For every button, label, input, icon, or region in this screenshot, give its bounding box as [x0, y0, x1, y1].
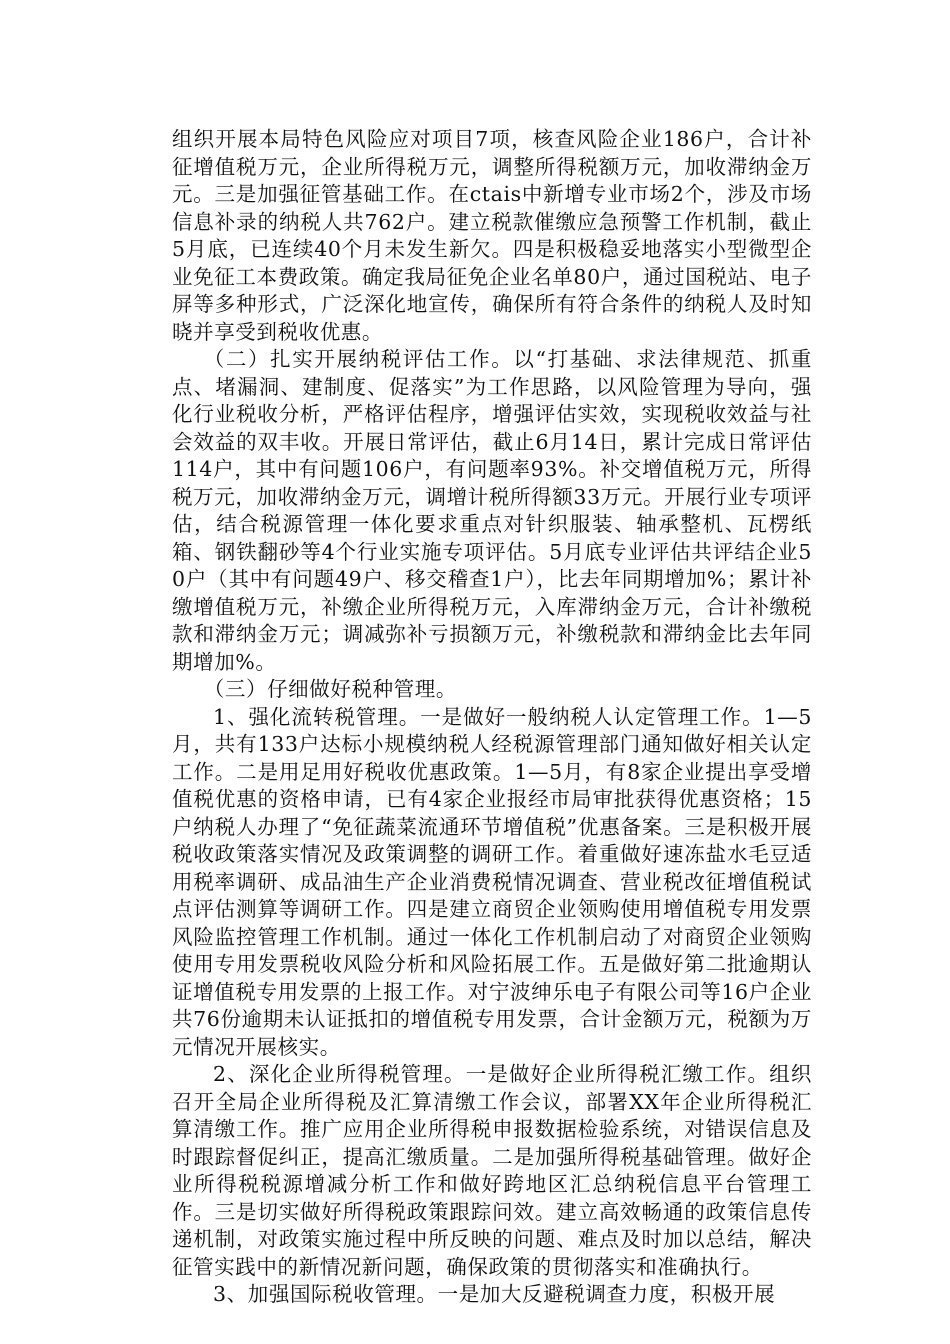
paragraph-corporate-income-tax: 2、深化企业所得税管理。一是做好企业所得税汇缴工作。组织召开全局企业所得税及汇算清缴工作会议，部署XX年企业所得税汇算清缴工作。推广应用企业所得税申报数据检验系统，对错误信息及时跟踪督促纠正，提高汇缴质量。二是加强所得税基础管理。做好企业所得税税源增减分析工作和做好跨地区汇总纳税信息平台管理工作。三是切实做好所得税政策跟踪问效。建立高效畅通的政策信息传递机制，对政策实施过程中所反映的问题、难点及时加以总结，解决征管实践中的新情况新问题，确保政策的贯彻落实和准确执行。 — [172, 1062, 812, 1279]
paragraph-international-tax: 3、加强国际税收管理。一是加大反避税调查力度，积极开展 — [213, 1282, 776, 1306]
paragraph-tax-assessment: （二）扎实开展纳税评估工作。以“打基础、求法律规范、抓重点、堵漏洞、建制度、促落实”为工作思路，以风险管理为导向，强化行业税收分析，严格评估程序，增强评估实效，实现税收效益与社会效益的双丰收。开展日常评估，截止6月14日，累计完成日常评估114户，其中有问题106户，有问题率93%。补交增值税万元，所得税万元，加收滞纳金万元，调增计税所得额33万元。开展行业专项评估，结合税源管理一体化要求重点对针织服装、轴承整机、瓦楞纸箱、钢铁翻砂等4个行业实施专项评估。5月底专业评估共评结企业50户（其中有问题49户、移交稽查1户），比去年同期增加%；累计补缴增值税万元，补缴企业所得税万元，入库滞纳金万元，合计补缴税款和滞纳金万元；调减弥补亏损额万元，补缴税款和滞纳金比去年同期增加%。 — [172, 347, 812, 674]
paragraph-risk-response: 组织开展本局特色风险应对项目7项，核查风险企业186户，合计补征增值税万元，企业所得税万元，调整所得税额万元，加收滞纳金万元。三是加强征管基础工作。在ctais中新增专业市场2个，涉及市场信息补录的纳税人共762户。建立税款催缴应急预警工作机制，截止5月底，已连续40个月未发生新欠。四是积极稳妥地落实小型微型企业免征工本费政策。确定我局征免企业名单80户，通过国税站、电子屏等多种形式，广泛深化地宣传，确保所有符合条件的纳税人及时知晓并享受到税收优惠。 — [172, 127, 812, 344]
document-body — [172, 126, 812, 1309]
paragraph-turnover-tax: 1、强化流转税管理。一是做好一般纳税人认定管理工作。1—5月，共有133户达标小规模纳税人经税源管理部门通知做好相关认定工作。二是用足用好税收优惠政策。1—5月，有8家企业提出享受增值税优惠的资格申请，已有4家企业报经市局审批获得优惠资格；15户纳税人办理了“免征蔬菜流通环节增值税”优惠备案。三是积极开展税收政策落实情况及政策调整的调研工作。着重做好速冻盐水毛豆适用税率调研、成品油生产企业消费税情况调查、营业税改征增值税试点评估测算等调研工作。四是建立商贸企业领购使用增值税专用发票风险监控管理工作机制。通过一体化工作机制启动了对商贸企业领购使用专用发票税收风险分析和风险拓展工作。五是做好第二批逾期认证增值税专用发票的上报工作。对宁波绅乐电子有限公司等16户企业共76份逾期未认证抵扣的增值税专用发票，合计金额万元，税额为万元情况开展核实。 — [172, 704, 812, 1059]
section-heading-tax-type-management: （三）仔细做好税种管理。 — [203, 677, 457, 701]
